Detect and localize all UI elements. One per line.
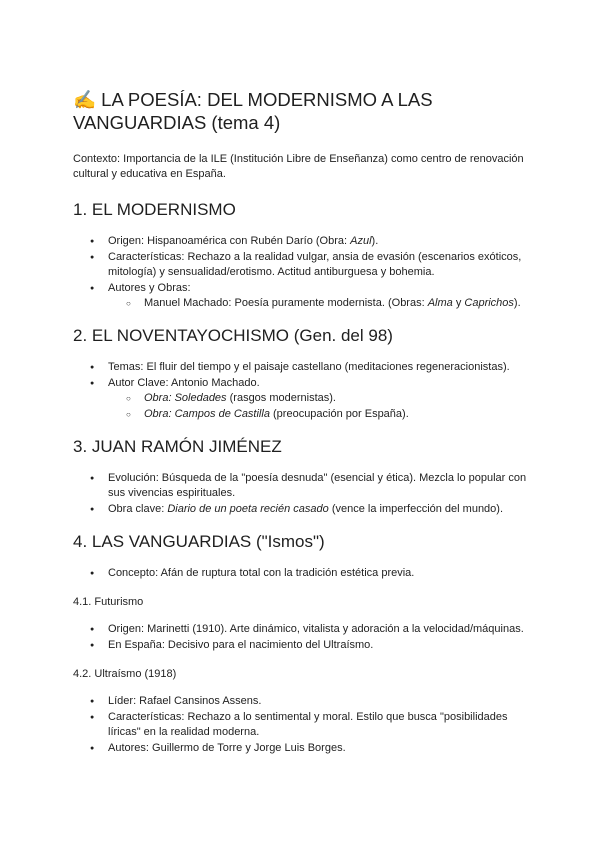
sublist-item [73, 296, 540, 311]
list-item [73, 376, 540, 422]
context-paragraph: Contexto: Importancia de la ILE (Institución Libre de Enseñanza) como centro de renovación cultural y educativa en España. [73, 153, 524, 180]
list-item: ● Características: Rechazo a la realidad vulgar, ansia de evasión (escenarios exóticos, mitología) y sensualidad/erotismo. Actitud antiburguesa y bohemia. [73, 250, 540, 280]
work-title: Diario de un poeta recién casado [167, 503, 329, 515]
bullet-text: y [452, 297, 465, 309]
work-title: Caprichos [464, 297, 514, 309]
work-title: Azul [350, 235, 372, 247]
bullet-text: Obra clave: [108, 503, 168, 515]
work-title: Obra: Campos de Castilla [144, 408, 270, 420]
heading-juan-ramon-jimenez: 3. JUAN RAMÓN JIMÉNEZ [73, 437, 282, 456]
list-item: ● Temas: El fluir del tiempo y el paisaje castellano (meditaciones regeneracionistas). [73, 360, 540, 375]
list-juan-ramon-jimenez [73, 471, 540, 517]
heading-vanguardias: 4. LAS VANGUARDIAS ("Ismos") [73, 532, 325, 551]
bullet-text: (rasgos modernistas). [226, 392, 336, 404]
bullet-text: Origen: Hispanoamérica con Rubén Darío (Obra: [108, 235, 351, 247]
work-title: Obra: Soledades [144, 392, 227, 404]
work-title: Alma [427, 297, 453, 309]
list-futurismo [73, 622, 540, 653]
list-item: ● Líder: Rafael Cansinos Assens. [73, 694, 540, 709]
list-item: ● Autores: Guillermo de Torre y Jorge Luis Borges. [73, 741, 540, 756]
list-item: ● Concepto: Afán de ruptura total con la tradición estética previa. [73, 566, 540, 581]
list-modernismo [73, 234, 540, 311]
subheading-ultraismo: 4.2. Ultraísmo (1918) [73, 668, 177, 680]
bullet-text: Manuel Machado: Poesía puramente modernista. (Obras: [144, 297, 428, 309]
list-item [73, 234, 540, 249]
bullet-text: (preocupación por España). [269, 408, 409, 420]
subheading-futurismo: 4.1. Futurismo [73, 596, 144, 608]
heading-noventayochismo: 2. EL NOVENTAYOCHISMO (Gen. del 98) [73, 326, 393, 345]
list-noventayochismo [73, 360, 540, 422]
list-item: ● En España: Decisivo para el nacimiento del Ultraísmo. [73, 638, 540, 653]
bullet-text: ). [513, 297, 521, 309]
sublist-item [73, 407, 540, 422]
bullet-text: Autor Clave: Antonio Machado. [108, 377, 260, 389]
sublist [108, 391, 540, 422]
list-item: ● Origen: Marinetti (1910). Arte dinámico, vitalista y adoración a la velocidad/máquinas. [73, 622, 540, 637]
list-vanguardias [73, 566, 540, 581]
list-item: ● Evolución: Búsqueda de la "poesía desnuda" (esencial y ética). Mezcla lo popular con sus vivencias espirituales. [73, 471, 540, 501]
sublist-item [73, 391, 540, 406]
list-item [73, 281, 540, 311]
sublist [108, 296, 540, 311]
bullet-text: (vence la imperfección del mundo). [328, 503, 504, 515]
document-title: ✍️ LA POESÍA: DEL MODERNISMO A LAS VANGUARDIAS (tema 4) [73, 89, 433, 133]
list-item [73, 502, 540, 517]
bullet-text: Autores y Obras: [108, 282, 191, 294]
list-item: ● Características: Rechazo a lo sentimental y moral. Estilo que busca "posibilidades líricas" en la realidad moderna. [73, 710, 540, 740]
heading-modernismo: 1. EL MODERNISMO [73, 200, 236, 219]
list-ultraismo [73, 694, 540, 756]
bullet-text: ). [371, 235, 379, 247]
